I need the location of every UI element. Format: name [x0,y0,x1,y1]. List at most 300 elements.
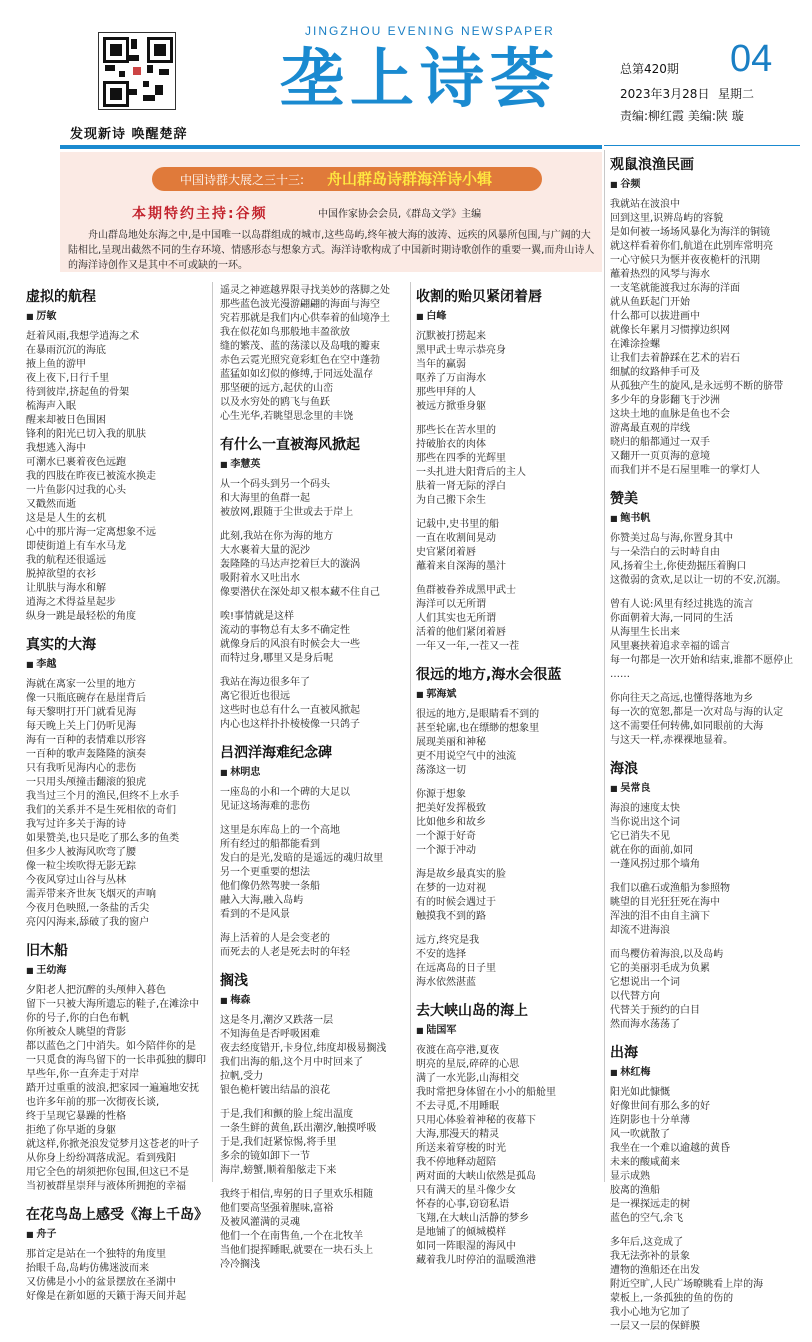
poem-line: 于是,我们和颤的脸上绽出温度 [220,1109,354,1120]
poem-author: ■ 陆国军 [416,1024,602,1038]
poem-line: 多少年的身影翻飞于沙洲 [610,395,720,406]
poem-line: 海上活着的人是会变老的 [220,933,330,944]
poem-line: 从你身上纷纷凋落成泥。看到残阳 [26,1153,176,1164]
poem-line: 这块土地的血脉是鱼也不会 [610,409,730,420]
poem-line: 我无法弥补的景象 [610,1251,690,1262]
poem-spacer [610,478,806,486]
poem-line: 一蓬风拐过那个墙角 [610,859,700,870]
poem-line: 当他们提挥睡眠,就要在一块石头上 [220,1245,374,1256]
poem-line: 肤着一肾无际的浮白 [416,481,506,492]
column-divider [604,150,605,1182]
stanza-break [416,414,602,424]
poem-title: 去大峡山岛的海上 [416,1003,528,1019]
poem-line: 这是是人生的玄机 [26,513,106,524]
poem-line: 在暴雨沉沉的海底 [26,345,106,356]
poem-line: 那些在四季的光辉里 [416,453,506,464]
feature-title: 舟山群岛诗群海洋诗小辑 [327,170,493,188]
poem-line: 你赞美过岛与海,你置身其中 [610,533,734,544]
stanza-break [416,924,602,934]
poem-line: 显示成熟 [610,1171,650,1182]
poem-line: 大水裹着大量的泥沙 [220,545,310,556]
poem-line: 我就站在波浪中 [610,199,680,210]
poem-line: 是一裸探远走的树 [610,1199,690,1210]
poem-line: 在滩涂捡螺 [610,339,660,350]
poem-line: 和大海里的鱼群一起 [220,493,310,504]
page-number: 04 [730,38,773,80]
poem-line: 你源于想象 [416,789,466,800]
poem-line: 又翻开一页页海的意境 [610,451,710,462]
stanza-break [416,858,602,868]
poem-line: 就从鱼跃起门开始 [610,297,690,308]
poem-line: 遥灵之神遮越界限寻找美妙的落脚之处 [220,285,390,296]
poem-line: 像一粒尘埃吹得无影无踪 [26,861,136,872]
poem-line: 每天晚上关上门仍听见海 [26,721,136,732]
stanza-break [610,872,806,882]
poem-line: 但多少人被海风吹弯了腰 [26,847,136,858]
poem-line: 把美好发挥极致 [416,803,486,814]
poem-line: 又仿佛是小小的盆景摆放在圣湖中 [26,1277,176,1288]
poem-author: ■ 郭海斌 [416,688,602,702]
feature-series: 中国诗群大展之三十三: [180,173,305,187]
poem-title: 海浪 [610,761,638,777]
poem-line: 阳光如此慷慨 [610,1087,670,1098]
poem-line: 这微弱的贪欢,足以让一切的不安,沉溺。 [610,575,787,586]
poem-line: 我当过三个月的渔民,但终不上水手 [26,791,180,802]
poem-line: 这是冬月,潮汐又跌落一层 [220,1015,334,1026]
right-header-rule [604,145,800,146]
stanza-break [220,666,408,676]
poem-author: ■ 王幼海 [26,964,210,978]
poem-line: 及被风灌满的灵魂 [220,1217,300,1228]
poem-line: 细腻的纹路伸手可及 [610,367,700,378]
poem-line: 海就在离家一公里的地方 [26,679,136,690]
poem-spacer [610,748,806,756]
poem-line: 它已消失不见 [610,831,670,842]
poem-line: 海洋可以无所谓 [416,599,486,610]
stanza-break [610,1226,806,1236]
poem-line: 满了一水光影,山海相交 [416,1073,520,1084]
poem-line: 每天黎明打开门就看见海 [26,707,136,718]
poem-line: 另一个更重要的想法 [220,867,310,878]
poem-line: 像要潜伏在深处却又根本藏不住自己 [220,587,380,598]
poem-line: 那坚硬的远方,起伏的山峦 [220,383,334,394]
poem-line: 待到彼岸,挤起鱼的骨架 [26,387,130,398]
stanza-break [416,778,602,788]
poem-line: 就像身后的风浪有时候会大一些 [220,639,360,650]
poem-line: 一支笔就能渡我过东海的洋面 [610,283,740,294]
poem-spacer [416,990,602,998]
poem-line: 海是故乡最真实的脸 [416,869,506,880]
poem-line: 所有经过的船都能看到 [220,839,320,850]
poem-line: 回到这里,识辨岛屿的容貌 [610,213,724,224]
poem-line: 内心也这样扑扑棱棱像一只鸽子 [220,719,360,730]
poem-author: ■ 梅森 [220,994,408,1008]
poem-line: 海有一百种的表情难以形容 [26,735,146,746]
poem-line: 蘸着来自深海的墨汁 [416,561,506,572]
stanza-break [610,938,806,948]
poem-line: 如果赞美,也只是吃了那么多的鱼类 [26,833,180,844]
poem-line: 留下一只被大海所遗忘的鞋子,在滩涂中 [26,999,200,1010]
poem-line: 它想说出一个词 [610,977,680,988]
poem-spacer [220,1272,408,1280]
poem-line: 我想逃入海中 [26,443,86,454]
poem-line: …… [610,669,630,680]
poem-line: 那些甲拜的人 [416,387,476,398]
poem-line: 就这样,你掀尧浪发觉梦月这苍老的叶子 [26,1139,200,1150]
poem-line: 蓝色的空气,余飞 [610,1213,684,1224]
poem-line: 海水依然湛蓝 [416,977,476,988]
poem-line: 我站在海边很多年了 [220,677,310,688]
poem-line: 赤色云霓光照究竟彩虹色在空中蓬勃 [220,355,380,366]
poem-line: 我在似花如鸟那般地丰盈欲放 [220,327,350,338]
poem-line: 一个源于好奇 [416,831,476,842]
column-divider [410,282,411,1182]
poem-author: ■ 林明忠 [220,766,408,780]
poem-line: 流动的事物总有太多不确定性 [220,625,350,636]
poem-title: 旧木船 [26,943,68,959]
poem-line: 只有满天的星斗像少女 [416,1185,516,1196]
stanza-break [610,588,806,598]
poem-line: 如同一阵眼湿的海风中 [416,1241,516,1252]
column-divider [212,282,213,1182]
poem-author: ■ 林红梅 [610,1066,806,1080]
stanza-break [610,682,806,692]
poem-line: 一只觅食的海鸟留下的一长串孤独的脚印 [26,1055,206,1066]
poem-line: 此刻,我站在你为海的地方 [220,531,334,542]
poem-title: 搁浅 [220,973,248,989]
poem-line: 却流不进海浪 [610,925,670,936]
poem-line: 只用心体验着神秘的夜幕下 [416,1115,536,1126]
poem-line: 蒙板上,一条孤独的鱼的伤的 [610,1293,734,1304]
poem-line: 两对面的大峡山依然是孤岛 [416,1171,536,1182]
poem-line: 风里裹挟着追求幸福的谣言 [610,641,730,652]
poem-line: 离它很近也很远 [220,691,290,702]
poem-line: 见证这场海难的悲伤 [220,801,310,812]
poem-spacer [220,960,408,968]
header-rule [60,145,602,149]
poem-line: 看到的不是风景 [220,909,290,920]
poem-line: 人们其实也无所谓 [416,613,496,624]
poem-line: 海岸,螃蟹,顺着船舷走下来 [220,1165,337,1176]
poem-line: 不知海鱼是否呼吸困难 [220,1029,320,1040]
poem-line: 而我们并不是石屋里唯一的掌灯人 [610,465,760,476]
newspaper-name-en: JINGZHOU EVENING NEWSPAPER [305,24,555,38]
poem-line: 夜去经度错开,卡身位,纬度却极易搁浅 [220,1043,387,1054]
poem-line: 究若那就是我们内心供奉着的仙境净土 [220,313,390,324]
editors-credit: 责编:柳红霞 美编:陕 璇 [620,109,744,123]
poem-line: 缝的繁茂、蓝的荡漾以及岛哦的瓣束 [220,341,380,352]
poem-line: 我写过许多关于海的诗 [26,819,126,830]
poem-spacer [610,1334,806,1342]
poem-title: 吕泗洋海难纪念碑 [220,745,332,761]
poem-line: 晓归的船都通过一双手 [610,437,710,448]
stanza-break [220,1098,408,1108]
poem-line: 一片鱼影闪过我的心头 [26,485,126,496]
poem-line: 然而海水荡荡了 [610,1019,680,1030]
poem-line: 在梦的一边对视 [416,883,486,894]
poem-line: 以及水穷处的鸥飞与鱼跃 [220,397,330,408]
poem-line: 那些蓝色波光漫游翩翩的海面与海空 [220,299,380,310]
poem-line: 夜上夜下,日行千里 [26,373,110,384]
poem-line: 鱼群被眷养成黑甲武士 [416,585,516,596]
poem-line: 附近空旷,人民广场暸眺看上岸的海 [610,1279,764,1290]
poem-line: 从海里生长出来 [610,627,680,638]
poem-line: 是地铺了的倾城模样 [416,1227,506,1238]
poem-line: 又戳然而逝 [26,499,76,510]
poem-line: 而死去的人老是死去时的年轻 [220,947,350,958]
poem-line: 也许多年前的那一次彻夜长谈, [26,1097,160,1108]
poem-line: 一心守候只为惬并夜夜桅杆的汛期 [610,255,760,266]
poem-spacer [416,654,602,662]
poem-line: 这不需要任何转佛,如同眼前的大海 [610,721,764,732]
poem-line: 而特过身,哪里又是身后呢 [220,653,334,664]
poem-line: 当年的赢弱 [416,359,466,370]
poem-line: 一百种的歌声轰隆隆的演奏 [26,749,146,760]
poem-line: 风,扬着尘土,你使劲掘压着胸口 [610,561,747,572]
poem-line: 梳海声入眠 [26,401,76,412]
poem-line: 我的航程还很遥远 [26,555,106,566]
poem-line: 当你说出这个词 [610,817,680,828]
page-title: 垄上诗荟 [280,43,560,117]
poem-spacer [416,1268,602,1276]
poem-line: 沉默被打捞起来 [416,331,486,342]
poem-line: 锋利的阳光已切入我的肌肤 [26,429,146,440]
poem-spacer [26,1304,210,1312]
poem-line: 一直在收割间晃动 [416,533,496,544]
poem-line: 我坐在一个难以逾越的黄昏 [610,1143,730,1154]
poem-line: 荡涤这一切 [416,765,466,776]
poem-line: 多余的镜如卸下一节 [220,1151,310,1162]
poem-line: 纵身一跳是最轻松的角度 [26,611,136,622]
poem-title: 虚拟的航程 [26,289,96,305]
poem-line: 明亮的星辰,碎碎的心思 [416,1059,520,1070]
poem-line: 为自己搬下余生 [416,495,486,506]
poem-line: 踏开过重重的波浪,把家园一遍遍地安抚 [26,1083,200,1094]
poem-line: 不安的选择 [416,949,466,960]
poem-line: 即使街道上有车水马龙 [26,541,126,552]
poem-line: 我们的关系并不是生死相依的奇们 [26,805,176,816]
poem-author: ■ 鲍书帆 [610,512,806,526]
poem-line: 他们要高坚强着腥味,富裕 [220,1203,334,1214]
poem-line: 很远的地方,是眼睛看不到的 [416,709,540,720]
poem-line: 遭物的渔船还在出发 [610,1265,700,1276]
poem-line: 胶离的渔船 [610,1185,660,1196]
poem-line: 那些长在苦水里的 [416,425,496,436]
poem-line: 我们出海的船,这个月中时回来了 [220,1057,364,1068]
poem-spacer [26,930,210,938]
poem-line: 所送来着穿梭的时光 [416,1143,506,1154]
poem-line: 就在你的面前,如同 [610,845,694,856]
poem-line: 眺望的目光狂狂死在海中 [610,897,720,908]
stanza-break [416,574,602,584]
poem-line: 逍海之术得益星起步 [26,597,116,608]
stanza-break [220,520,408,530]
poem-line: 从一个码头到另一个码头 [220,479,330,490]
poem-line: 以代替方向 [610,991,660,1002]
poem-line: 掖上鱼的游甲 [26,359,86,370]
column-1 [26,284,210,1312]
poem-line: 我们以礁石或渔船为参照物 [610,883,730,894]
poem-line: 曾有人说:风里有经过挑选的流言 [610,599,754,610]
poem-line: 夕阳老人把沉醉的头颅伸入暮色 [26,985,166,996]
feature-host-info: 中国作家协会会员,《群岛文学》主编 [318,209,482,220]
poem-line: 呕养了万亩海水 [416,373,486,384]
poem-line: 我小心地为它加了 [610,1307,690,1318]
column-3 [416,284,602,1276]
poem-line: 抬眼千岛,岛屿仿佛迷波而来 [26,1263,150,1274]
poem-line: 可潮水已裹着夜色远跑 [26,457,126,468]
poem-line: 一只用头颅撞击翻滚的狼虎 [26,777,146,788]
poem-line: 蓝猛如如幻似的修缚,于同远处温存 [220,369,374,380]
poem-title: 很远的地方,海水会很蓝 [416,667,562,683]
poem-line: 吸附着水又吐出水 [220,573,300,584]
poem-line: 有的时候会遇过于 [416,897,496,908]
poem-line: 银色桅杆镀出结晶的浪花 [220,1085,330,1096]
poem-line: 从孤独产生的旋风,是永远剪不断的脐带 [610,381,784,392]
poem-line: 一层又一层的保鲜膜 [610,1321,700,1332]
poem-line: 远方,终究是我 [416,935,480,946]
poem-title: 有什么一直被海风掀起 [220,437,360,453]
poem-line: 代替关于预约的白目 [610,1005,700,1016]
poem-line: 什么都可以拔进画中 [610,311,700,322]
poem-line: 被远方掀垂身躯 [416,401,486,412]
column-4 [610,152,806,1342]
slogan: 发现新诗 唤醒楚辞 [70,127,188,142]
poem-line: 赶着风雨,我想学逍海之术 [26,331,140,342]
poem-line: 你的号子,你的白色布帆 [26,1013,130,1024]
stanza-break [220,814,408,824]
poem-line: 展现美丽和神秘 [416,737,486,748]
poem-line: 甚至轮廓,也在缥缈的想象里 [416,723,540,734]
poem-spacer [26,624,210,632]
poem-author: ■ 白峰 [416,310,602,324]
issue-date: 2023年3月28日 [620,87,710,101]
stanza-break [220,1178,408,1188]
qr-code[interactable] [98,32,176,110]
poem-line: 活着的他们紧闭着唇 [416,627,506,638]
poem-line: 我时常把身体留在小小的船舱里 [416,1087,556,1098]
poem-title: 观鼠浪渔民画 [610,157,694,173]
poem-line: 唉!事情就是这样 [220,611,295,622]
poem-line: 蘸着热烈的风琴与海水 [610,269,710,280]
poem-line: 醒来却被日色围困 [26,415,106,426]
poem-line: 连阴影也十分单薄 [610,1115,690,1126]
poem-title: 赞美 [610,491,638,507]
poem-line: 记载中,史书里的船 [416,519,500,530]
poem-line: 一座岛的小和一个碑的大足以 [220,787,350,798]
poem-line: 轰隆隆的马达声挖着巨大的漩涡 [220,559,360,570]
poem-line: 拉帆,受力 [220,1071,264,1082]
poem-line: 不去寻觅,不用睡眠 [416,1101,500,1112]
poem-title: 在花鸟岛上感受《海上千岛》 [26,1207,208,1223]
poem-line: 每一句都是一次开始和结束,谁都不愿停止 [610,655,794,666]
poem-line: 史官紧闭着唇 [416,547,476,558]
poem-line: 是如何被一场场风暴化为海洋的铜镜 [610,227,770,238]
poem-line: 好像是在新如愿的天籁于海天间并起 [26,1291,186,1302]
poem-title: 出海 [610,1045,638,1061]
poem-line: 一头扎进大阳背后的主人 [416,467,526,478]
poem-line: 藏着我儿时停泊的温暖渔港 [416,1255,536,1266]
poem-line: 好像世间有那么多的好 [610,1101,710,1112]
poem-line: 冷冷搁浅 [220,1259,260,1270]
poem-line: 今夜月色映照,一条盐的舌尖 [26,903,150,914]
poem-line: 像一只瓶底碗存在悬崖背后 [26,693,146,704]
poem-line: 这些时也总有什么一直被风掀起 [220,705,360,716]
poem-line: 他们像仍然驾驶一条船 [220,881,320,892]
poem-author: ■ 吴常良 [610,782,806,796]
poem-author: ■ 厉敏 [26,310,210,324]
poem-line: 大海,那漫天的精灵 [416,1129,500,1140]
poem-line: 在远离岛的日子里 [416,963,496,974]
poem-line: 心中的那片海一定离想象不远 [26,527,156,538]
feature-host: 本期特约主持:谷频 [132,206,268,222]
poem-line: 一条生鲜的黄鱼,跃出潮汐,触摸呼吸 [220,1123,377,1134]
poem-line: 都以蓝色之门中消失。如今陪伴你的是 [26,1041,196,1052]
poem-line: 持破胎衣的肉体 [416,439,486,450]
poem-line: 触摸我不到的路 [416,911,486,922]
poem-spacer [220,732,408,740]
poem-line: 今夜风穿过山谷与丛林 [26,875,126,886]
poem-line: 用它全色的胡须把你包围,但这已不是 [26,1167,190,1178]
poem-line: 他们一个在南售鱼,一个在北牧羊 [220,1231,364,1242]
poem-line: 拒绝了你早逝的身躯 [26,1125,116,1136]
poem-line: 你向往天之高远,也懂得落地为乡 [610,693,754,704]
poem-line: 未来的酸咸蔺来 [610,1157,680,1168]
poem-line: 就这样看着你们,航道在此别库常明亮 [610,241,774,252]
poem-line: 飞翔,在大峡山活静的梦乡 [416,1213,530,1224]
poem-line: 于是,我们赶紧惊惕,将手里 [220,1137,337,1148]
poem-line: 怀春的心事,窃窃私语 [416,1199,510,1210]
stanza-break [220,922,408,932]
poem-line: 更不用说空气中的浊流 [416,751,516,762]
poem-line: 让肌肤与海水和解 [26,583,106,594]
poem-spacer [26,1194,210,1202]
poem-author: ■ 舟子 [26,1228,210,1242]
poem-line: 心生光华,若眺望思念里的丰饶 [220,411,354,422]
poem-author: ■ 李越 [26,658,210,672]
poem-line: 你面朝着大海,一同同的生活 [610,613,734,624]
poem-line: 我的四肢在昨夜已被流水换走 [26,471,156,482]
poem-line: 比如他乡和故乡 [416,817,486,828]
poem-line: 夜渡在高亭港,夏夜 [416,1045,500,1056]
poem-title: 真实的大海 [26,637,96,653]
poem-line: 终于呈现它暴躁的性格 [26,1111,126,1122]
poem-line: 浑浊的泪不由自主滴下 [610,911,710,922]
poem-line: 需弄带来齐世灰飞烟灭的声响 [26,889,156,900]
poem-spacer [220,424,408,432]
poem-author: ■ 李慧英 [220,458,408,472]
poem-line: 当初被群星崇拜与液体所拥抱的幸福 [26,1181,186,1192]
poem-line: 早些年,你一直奔走于对岸 [26,1069,140,1080]
poem-line: 脱掉欲望的衣衫 [26,569,96,580]
stanza-break [220,600,408,610]
poem-line: 被放网,跟随于尘世或去于岸上 [220,507,354,518]
poem-line: 它的美丽羽毛成为负累 [610,963,710,974]
poem-line: 我终于相信,卑躬的日子里欢乐相随 [220,1189,374,1200]
poem-line: 只有我听见海内心的悲伤 [26,763,136,774]
poem-line: 与一朵浩白的云时峙自由 [610,547,720,558]
column-2 [220,284,408,1280]
poem-author: ■ 谷频 [610,178,806,192]
poem-line: 与这天一样,赤裸裸地显着。 [610,735,734,746]
stanza-break [416,508,602,518]
poem-title: 收割的贻贝紧闭着唇 [416,289,542,305]
poem-line: 这里是东库岛上的一个高地 [220,825,340,836]
poem-line: 游离最直观的岸线 [610,423,690,434]
poem-line: 每一次的宽恕,都是一次对岛与海的认定 [610,707,784,718]
poem-line: 海浪的速度太快 [610,803,680,814]
issue-number: 总第420期 [620,62,679,76]
